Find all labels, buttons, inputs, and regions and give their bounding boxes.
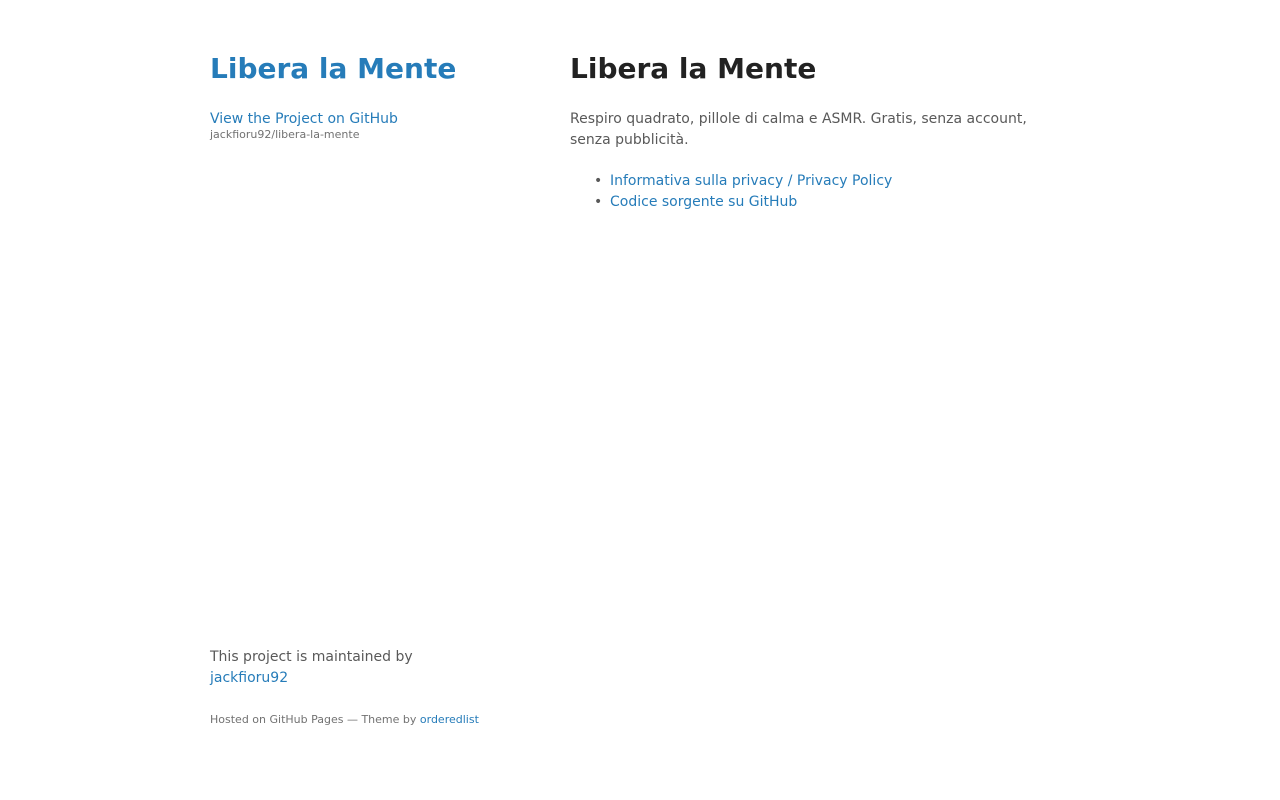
hosted-credit	[210, 712, 479, 728]
site-title-link[interactable]	[210, 52, 456, 86]
view-project-link[interactable]: View the Project on GitHub	[210, 111, 398, 127]
page-title: Libera la Mente	[570, 52, 817, 85]
theme-author-link[interactable]: orderedlist	[419, 713, 479, 726]
privacy-policy-link[interactable]: Informativa sulla privacy / Privacy Policy	[610, 173, 893, 189]
intro-text: Respiro quadrato, pillole di calma e ASMR. Gratis, senza account, senza pubblicità.	[570, 111, 1027, 148]
source-code-link[interactable]: Codice sorgente su GitHub	[610, 194, 798, 210]
links-list	[570, 171, 892, 213]
list-item	[594, 171, 893, 192]
bullet-icon: •	[594, 194, 603, 210]
bullet-icon: •	[594, 173, 603, 189]
repo-name: jackfioru92/libera-la-mente	[210, 128, 360, 141]
site-title[interactable]: Libera la Mente	[210, 52, 457, 85]
page-wrapper	[210, 0, 1070, 800]
maintained-text: This project is maintained by	[210, 649, 413, 665]
maintainer-link[interactable]: jackfioru92	[210, 670, 289, 686]
list-item	[594, 192, 892, 213]
hosted-text: Hosted on GitHub Pages — Theme by	[210, 713, 420, 726]
